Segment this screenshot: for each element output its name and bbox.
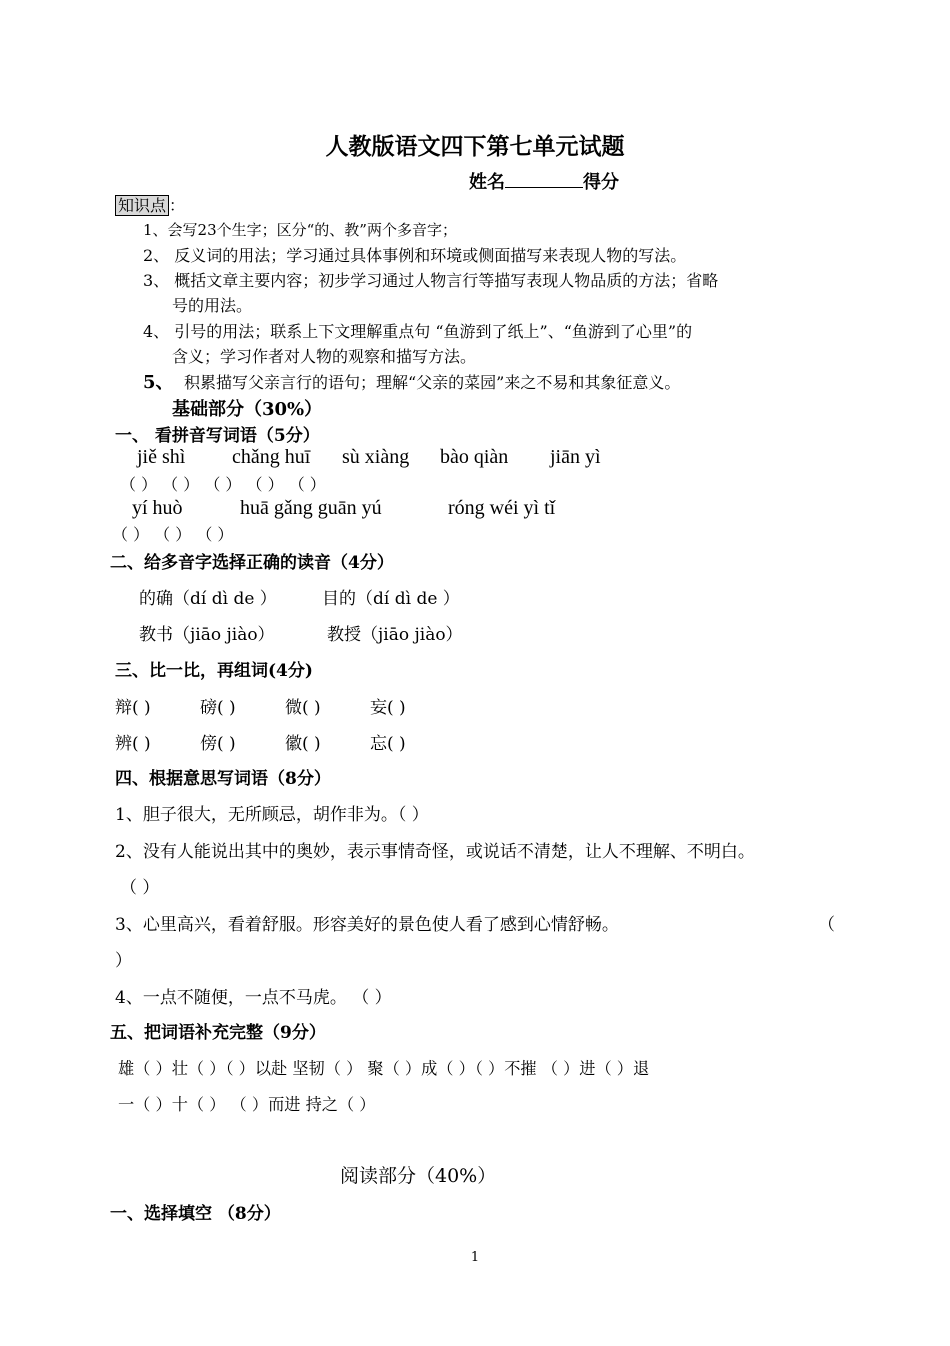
q1-heading: 一、 看拼音写词语（5分）: [115, 426, 320, 446]
knowledge-item-4-cont: 含义；学习作者对人物的观察和描写方法。: [172, 347, 477, 366]
idiom-row-2[interactable]: 一（ ）十（ ） （ ）而进 持之（ ）: [118, 1095, 376, 1114]
q4-heading: 四、根据意思写词语（8分）: [115, 769, 331, 789]
compare-3[interactable]: 微( ): [285, 698, 321, 718]
knowledge-item-3: 3、 概括文章主要内容；初步学习通过人物言行等描写表现人物品质的方法；省略: [143, 271, 719, 290]
pinyin-answer-row-2[interactable]: （ ） （ ） （ ）: [112, 525, 234, 544]
knowledge-item-5-num: 5、: [143, 372, 174, 393]
polyphone-4[interactable]: 教授（jiāo jiào）: [327, 625, 463, 645]
page-number: 1: [470, 1250, 480, 1265]
polyphone-3[interactable]: 教书（jiāo jiào）: [139, 625, 275, 645]
knowledge-item-2: 2、 反义词的用法；学习通过具体事例和环境或侧面描写来表现人物的写法。: [143, 246, 687, 265]
pinyin-2: chǎng huī: [232, 446, 311, 468]
knowledge-item-5: 积累描写父亲言行的语句；理解“父亲的菜园”来之不易和其象征意义。: [184, 373, 681, 392]
compare-8[interactable]: 忘( ): [370, 734, 406, 754]
knowledge-label: [115, 193, 185, 216]
knowledge-item-1: 1、会写23个生字；区分“的、教”两个多音字；: [143, 221, 457, 239]
pinyin-answer-row-1[interactable]: （ ） （ ） （ ） （ ） （ ）: [120, 475, 326, 494]
knowledge-colon: ：: [169, 196, 186, 215]
reading-q1-heading: 一、选择填空 （8分）: [110, 1204, 281, 1224]
reading-section-heading: 阅读部分（40%）: [340, 1165, 497, 1187]
compare-6[interactable]: 傍( ): [200, 734, 236, 754]
q3-heading: 三、比一比，再组词(4分): [115, 661, 313, 681]
meaning-4[interactable]: 4、一点不随便，一点不马虎。 （ ）: [115, 988, 392, 1008]
pinyin-3: sù xiàng: [342, 446, 410, 468]
knowledge-item-4: 4、 引号的用法；联系上下文理解重点句 “鱼游到了纸上”、“鱼游到了心里”的: [143, 322, 693, 341]
meaning-2-answer[interactable]: （ ）: [120, 878, 160, 898]
compare-1[interactable]: 辩( ): [115, 698, 151, 718]
pinyin-8: róng wéi yì tǐ: [448, 497, 556, 519]
score-label: 得分: [583, 172, 619, 193]
compare-5[interactable]: 辨( ): [115, 734, 151, 754]
q5-heading: 五、把词语补充完整（9分）: [110, 1023, 326, 1043]
pinyin-6: yí huò: [132, 497, 183, 519]
pinyin-4: bào qiàn: [440, 446, 509, 468]
meaning-3-paren-close[interactable]: ）: [115, 951, 132, 971]
knowledge-label-box: 知识点: [115, 195, 169, 216]
pinyin-7: huā gǎng guān yú: [240, 497, 382, 519]
page-title: 人教版语文四下第七单元试题: [325, 133, 625, 160]
knowledge-item-3-cont: 号的用法。: [172, 296, 253, 315]
name-blank[interactable]: [505, 171, 583, 188]
q2-heading: 二、给多音字选择正确的读音（4分）: [110, 553, 394, 573]
name-label: 姓名: [469, 172, 505, 193]
compare-4[interactable]: 妄( ): [370, 698, 406, 718]
name-score-line: [469, 168, 619, 194]
polyphone-2[interactable]: 目的（dí dì de ）: [322, 589, 460, 609]
meaning-1[interactable]: 1、胆子很大，无所顾忌，胡作非为。（ ）: [115, 805, 429, 825]
polyphone-1[interactable]: 的确（dí dì de ）: [139, 589, 277, 609]
compare-2[interactable]: 磅( ): [200, 698, 236, 718]
pinyin-1: jiě shì: [137, 446, 186, 468]
idiom-row-1[interactable]: 雄（ ）壮（ ）（ ）以赴 坚韧（ ） 聚（ ）成（ ）（ ）不摧 （ ）进（ ）退: [118, 1059, 650, 1078]
basic-section-heading: 基础部分（30%）: [172, 399, 323, 420]
meaning-3-paren-open[interactable]: （: [818, 915, 835, 935]
meaning-3: 3、心里高兴，看着舒服。形容美好的景色使人看了感到心情舒畅。: [115, 915, 619, 935]
meaning-2: 2、没有人能说出其中的奥妙，表示事情奇怪，或说话不清楚，让人不理解、不明白。: [115, 842, 755, 862]
pinyin-5: jiān yì: [550, 446, 601, 468]
compare-7[interactable]: 徽( ): [285, 734, 321, 754]
